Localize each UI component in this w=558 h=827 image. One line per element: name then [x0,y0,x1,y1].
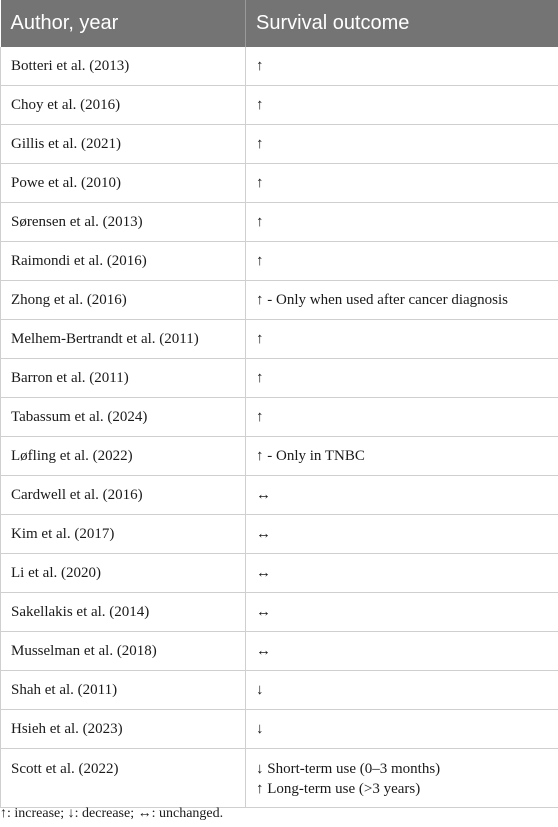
survival-outcome-cell [246,476,558,515]
outcome-text: ↑ [256,214,264,230]
author-year-cell: Musselman et al. (2018) [1,632,246,671]
survival-outcome-cell [246,281,558,320]
survival-outcome-cell [246,359,558,398]
survival-outcome-cell [246,125,558,164]
outcome-text: ↑ Long-term use (>3 years) [256,781,421,797]
survival-outcome-cell [246,320,558,359]
author-year-cell: Zhong et al. (2016) [1,281,246,320]
outcome-text: ↔ [256,487,271,503]
survival-outcome-cell [246,593,558,632]
table-row [1,554,558,593]
table-row [1,398,558,437]
author-year-cell: Li et al. (2020) [1,554,246,593]
table-row [1,164,558,203]
survival-outcome-cell [246,203,558,242]
table-header-row [1,0,558,47]
outcome-text: ↓ [256,682,264,698]
table-row [1,359,558,398]
outcome-text: ↑ [256,58,264,74]
table-row [1,632,558,671]
author-year-cell: Powe et al. (2010) [1,164,246,203]
author-year-cell: Hsieh et al. (2023) [1,710,246,749]
survival-outcome-cell [246,515,558,554]
table-row [1,437,558,476]
outcome-text: ↑ [256,370,264,386]
table-row [1,749,558,808]
author-year-cell: Sørensen et al. (2013) [1,203,246,242]
author-year-cell: Cardwell et al. (2016) [1,476,246,515]
survival-outcome-cell [246,632,558,671]
outcome-text: ↑ [256,97,264,113]
outcome-text: ↔ [256,604,271,620]
outcome-text: ↓ [256,721,264,737]
outcome-text: ↑ [256,253,264,269]
table-row [1,710,558,749]
survival-outcome-cell [246,749,558,808]
survival-outcome-cell [246,437,558,476]
survival-outcome-cell [246,47,558,86]
survival-outcome-cell [246,86,558,125]
author-year-cell: Melhem-Bertrandt et al. (2011) [1,320,246,359]
survival-outcome-cell [246,671,558,710]
author-year-cell: Raimondi et al. (2016) [1,242,246,281]
table-row [1,125,558,164]
table-body [1,47,558,808]
outcome-text: ↑ - Only when used after cancer diagnosis [256,292,508,308]
author-year-cell: Barron et al. (2011) [1,359,246,398]
outcome-text: ↑ [256,136,264,152]
table-row [1,281,558,320]
survival-outcome-cell [246,242,558,281]
table-row [1,671,558,710]
table-row [1,320,558,359]
author-year-cell: Choy et al. (2016) [1,86,246,125]
author-year-cell: Kim et al. (2017) [1,515,246,554]
outcome-text: ↔ [256,643,271,659]
table-row [1,593,558,632]
author-year-cell: Botteri et al. (2013) [1,47,246,86]
author-year-cell: Shah et al. (2011) [1,671,246,710]
author-year-cell: Scott et al. (2022) [1,749,246,808]
outcome-text: ↔ [256,565,271,581]
outcome-text: ↑ - Only in TNBC [256,448,365,464]
table-footnote: ↑: increase; ↓: decrease; ↔: unchanged. [0,806,224,821]
column-header-outcome: Survival outcome [246,0,558,47]
author-year-cell: Sakellakis et al. (2014) [1,593,246,632]
outcome-text: ↔ [256,526,271,542]
table-row [1,47,558,86]
author-year-cell: Tabassum et al. (2024) [1,398,246,437]
outcome-text: ↑ [256,175,264,191]
table-row [1,86,558,125]
table-row [1,242,558,281]
author-year-cell: Gillis et al. (2021) [1,125,246,164]
table-row [1,515,558,554]
table-row [1,476,558,515]
column-header-author: Author, year [1,0,246,47]
table-row [1,203,558,242]
outcome-text: ↑ [256,331,264,347]
outcome-text: ↑ [256,409,264,425]
survival-outcome-cell [246,710,558,749]
survival-outcome-cell [246,398,558,437]
author-year-cell: Løfling et al. (2022) [1,437,246,476]
survival-outcome-cell [246,164,558,203]
survival-outcome-cell [246,554,558,593]
outcome-text: ↓ Short-term use (0–3 months) [256,761,441,777]
